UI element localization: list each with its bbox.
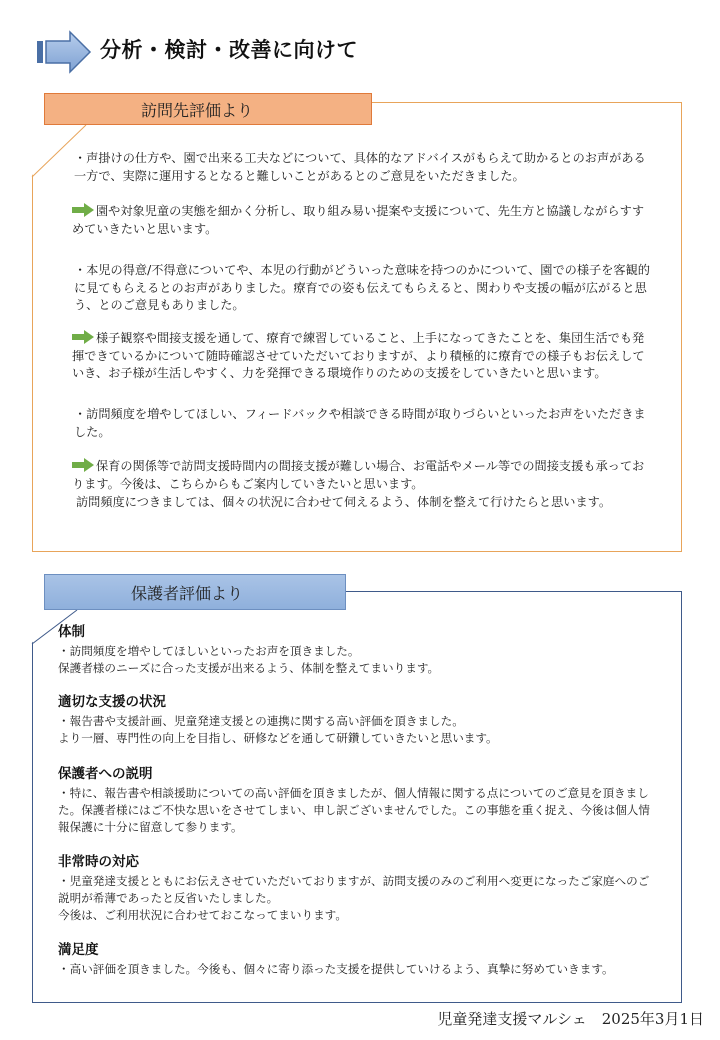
eval-line: 今後は、ご利用状況に合わせておこなってまいります。 xyxy=(58,908,347,922)
eval-block-explanation xyxy=(58,766,658,836)
eval-line: ・高い評価を頂きました。今後も、個々に寄り添った支援を提供していけるよう、真摯に努めていきます。 xyxy=(58,962,614,976)
eval-line: ・児童発達支援とともにお伝えさせていただいておりますが、訪問支援のみのご利用へ変更になったご家庭へのご説明が希薄であったと反省いたしました。 xyxy=(58,874,650,905)
visit-reply-2 xyxy=(72,330,652,383)
eval-line: ・報告書や支援計画、児童発達支援との連携に関する高い評価を頂きました。 xyxy=(58,714,464,728)
eval-heading: 体制 xyxy=(58,624,85,640)
eval-line: ・訪問頻度を増やしてほしいといったお声を頂きました。 xyxy=(58,644,360,658)
visit-reply-3-text: 保育の関係等で訪問支援時間内の間接支援が難しい場合、お電話やメール等での間接支援も承っております。今後は、こちらからもご案内していきたいと思います。 xyxy=(72,459,645,491)
visit-comment-3: ・訪問頻度を増やしてほしい、フィードバックや相談できる時間が取りづらいといったお声をいただきました。 xyxy=(74,407,646,439)
visit-reply-2-text: 様子観察や間接支援を通して、療育で練習していること、上手になってきたことを、集団生活でも発揮できているかについて随時確認させていただいておりますが、より積極的に療育での様子もお伝えしていき、お子様が生活しやすく、力を発揮できる環境作りのための支援をしていきたいと思います。 xyxy=(72,331,645,380)
visit-reply-1-text: 園や対象児童の実態を細かく分析し、取り組み易い提案や支援について、先生方と協議しながらすすめていきたいと思います。 xyxy=(72,204,645,236)
visit-evaluation-tab: 訪問先評価より xyxy=(44,93,372,125)
eval-block-emergency xyxy=(58,854,658,924)
eval-block-support xyxy=(58,694,658,747)
visit-comment-2: ・本児の得意/不得意についてや、本児の行動がどういった意味を持つのかについて、園での様子を客観的に見てもらえるとのお声がありました。療育での姿も伝えてもらえると、関わりや支援の幅が広がると思う、とのご意見もありました。 xyxy=(74,263,650,312)
eval-line: ・特に、報告書や相談援助についての高い評価を頂きましたが、個人情報に関する点についてのご意見を頂きました。保護者様にはご不快な思いをさせてしまい、申し訳ございませんでした。この事態を重く捉え、今後は個人情報保護に十分に留意して参ります。 xyxy=(58,786,650,834)
eval-line: より一層、専門性の向上を目指し、研修などを通して研鑽していきたいと思います。 xyxy=(58,731,498,745)
visit-comment-1: ・声掛けの仕方や、園で出来る工夫などについて、具体的なアドバイスがもらえて助かるとのお声がある一方で、実際に運用するとなると難しいことがあるとのご意見をいただきました。 xyxy=(74,151,646,183)
right-arrow-icon xyxy=(36,30,92,74)
eval-line: 保護者様のニーズに合った支援が出来るよう、体制を整えてまいります。 xyxy=(58,661,440,675)
green-arrow-icon xyxy=(72,458,94,472)
visit-reply-3 xyxy=(72,458,652,493)
green-arrow-icon xyxy=(72,203,94,217)
eval-block-satisfaction xyxy=(58,942,658,978)
eval-block-system xyxy=(58,624,658,677)
parent-evaluation-tab: 保護者評価より xyxy=(44,574,346,610)
eval-heading: 非常時の対応 xyxy=(58,854,139,870)
eval-heading: 保護者への説明 xyxy=(58,766,153,782)
eval-heading: 適切な支援の状況 xyxy=(58,694,166,710)
green-arrow-icon xyxy=(72,330,94,344)
visit-reply-1 xyxy=(72,203,652,238)
visit-reply-3b: 訪問頻度につきましては、個々の状況に合わせて伺えるよう、体制を整えて行けたらと思います。 xyxy=(76,495,612,509)
footer-organization-date: 児童発達支援マルシェ 2025年3月1日 xyxy=(437,1010,704,1028)
eval-heading: 満足度 xyxy=(58,942,99,958)
page-title: 分析・検討・改善に向けて xyxy=(100,38,358,62)
